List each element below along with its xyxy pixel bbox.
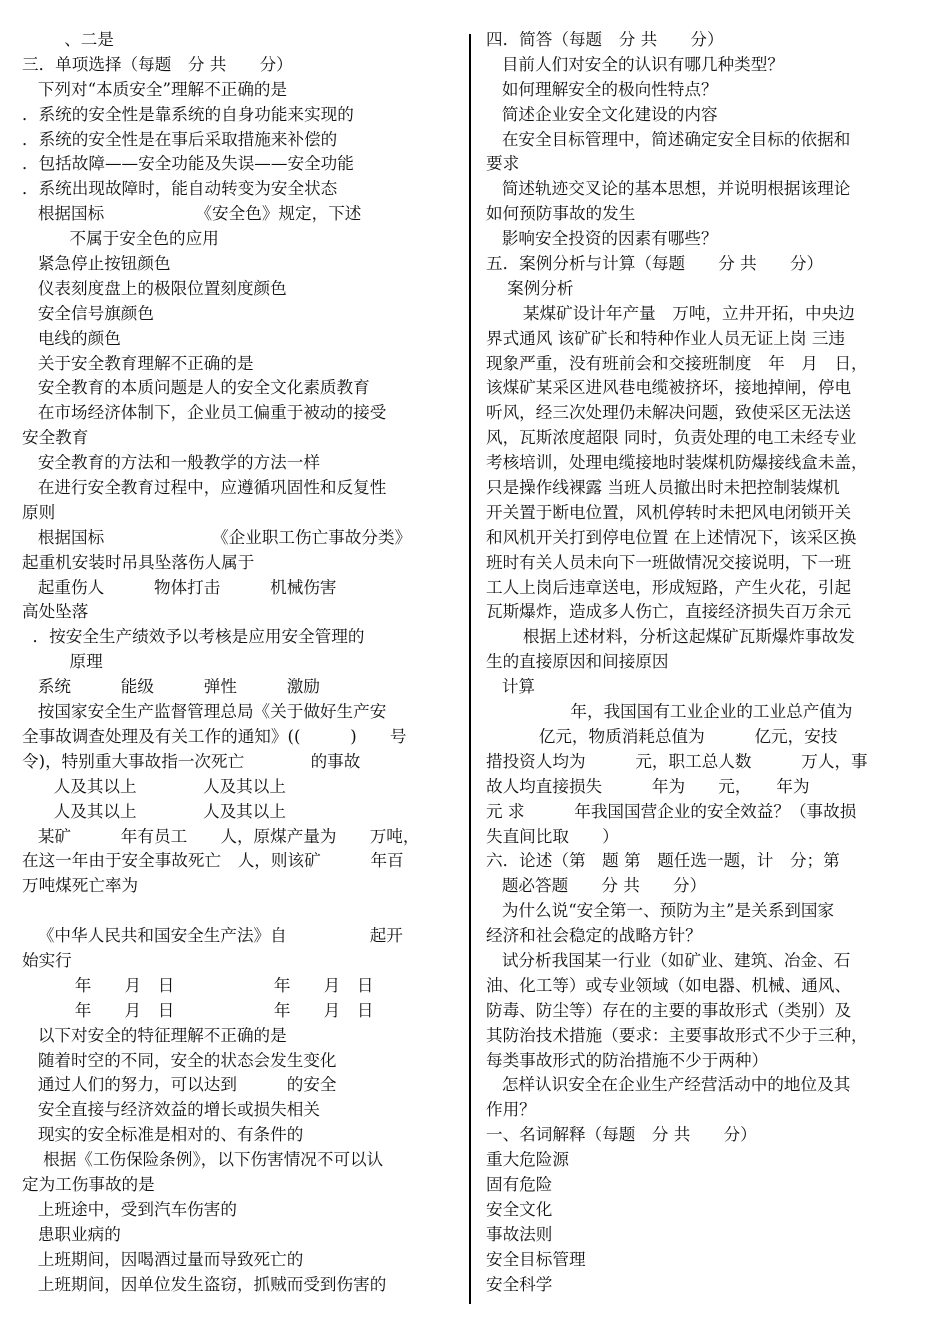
section-heading: 五．案例分析与计算（每题 分 共 分） bbox=[486, 254, 824, 274]
section-heading: 一、名词解释（每题 分 共 分） bbox=[486, 1125, 757, 1145]
text-line: 原则 bbox=[22, 502, 56, 522]
text-line: 不属于安全色的应用 bbox=[22, 229, 219, 249]
text-line: 元 求 年我国国营企业的安全效益？（事故损 bbox=[486, 801, 857, 821]
text-line: 年 月 日 年 月 日 bbox=[22, 975, 374, 995]
text-line: ．包括故障——安全功能及失误——安全功能 bbox=[22, 154, 354, 174]
text-line: 瓦斯爆炸，造成多人伤亡，直接经济损失百万余元 bbox=[486, 602, 852, 622]
text-line: 系统 能级 弹性 激励 bbox=[22, 677, 320, 697]
text-line: 试分析我国某一行业（如矿业、建筑、冶金、石 bbox=[486, 950, 851, 970]
text-line: 每类事故形式的防治措施不少于两种） bbox=[486, 1050, 769, 1070]
text-line: 安全教育的方法和一般教学的方法一样 bbox=[22, 453, 320, 473]
text-line: 年 月 日 年 月 日 bbox=[22, 1000, 374, 1020]
text-line: 根据国标 《企业职工伤亡事故分类》 bbox=[22, 527, 412, 547]
text-line: 原理 bbox=[22, 652, 103, 672]
text-line: 《中华人民共和国安全生产法》自 起开 bbox=[22, 926, 403, 946]
text-line: 年，我国国有工业企业的工业总产值为 bbox=[486, 702, 853, 722]
text-line: 如何理解安全的极向性特点？ bbox=[486, 79, 718, 99]
text-line: 起重伤人 物体打击 机械伤害 bbox=[22, 577, 337, 597]
text-line: ．系统的安全性是在事后采取措施来补偿的 bbox=[22, 129, 338, 149]
text-line: 定为工伤事故的是 bbox=[22, 1174, 155, 1194]
text-line: 影响安全投资的因素有哪些？ bbox=[486, 229, 718, 249]
text-line: 以下对安全的特征理解不正确的是 bbox=[22, 1025, 287, 1045]
text-line: 关于安全教育理解不正确的是 bbox=[22, 353, 254, 373]
text-line: 作用？ bbox=[486, 1100, 536, 1120]
text-line: 只是操作线裸露 当班人员撤出时未把控制装煤机 bbox=[486, 478, 840, 498]
text-line: 考核培训，处理电缆接地时装煤机防爆接线盒未盖， bbox=[486, 453, 868, 473]
term-item: 安全文化 bbox=[486, 1199, 553, 1219]
text-line: 安全信号旗颜色 bbox=[22, 303, 154, 323]
text-line: 听风，经三次处理仍未解决问题，致使采区无法送 bbox=[486, 403, 852, 423]
term-item: 安全目标管理 bbox=[486, 1249, 586, 1269]
text-line: 万吨煤死亡率为 bbox=[22, 876, 139, 896]
text-line: 开关置于断电位置，风机停转时未把风电闭锁开关 bbox=[486, 502, 852, 522]
text-line: 上班期间，因喝酒过量而导致死亡的 bbox=[22, 1249, 304, 1269]
text-line: 其防治技术措施（要求：主要事故形式不少于三种， bbox=[486, 1025, 868, 1045]
text-line: 安全教育 bbox=[22, 428, 89, 448]
text-line: 在市场经济体制下，企业员工偏重于被动的接受 bbox=[22, 403, 387, 423]
text-line: 在这一年由于安全事故死亡 人，则该矿 年百 bbox=[22, 851, 404, 871]
text-line: 故人均直接损失 年为 元， 年为 bbox=[486, 776, 810, 796]
text-line: 某煤矿设计年产量 万吨，立井开拓，中央边 bbox=[486, 303, 855, 323]
text-line: 下列对“本质安全”理解不正确的是 bbox=[22, 79, 288, 99]
text-line: 如何预防事故的发生 bbox=[486, 204, 636, 224]
text-line: 全事故调查处理及有关工作的通知》(( ) 号 bbox=[22, 726, 407, 746]
text-line: 通过人们的努力，可以达到 的安全 bbox=[22, 1075, 337, 1095]
text-line: 要求 bbox=[486, 154, 520, 174]
text-line: 计算 bbox=[486, 677, 536, 697]
text-line: 工人上岗后违章送电，形成短路，产生火花，引起 bbox=[486, 577, 852, 597]
text-line: 根据国标 《安全色》规定，下述 bbox=[22, 204, 362, 224]
text-line: 患职业病的 bbox=[22, 1224, 121, 1244]
text-line: 、二是 bbox=[22, 30, 114, 49]
text-line: 现象严重，没有班前会和交接班制度 年 月 日， bbox=[486, 353, 868, 373]
column-divider bbox=[469, 34, 471, 1304]
text-line: 简述轨迹交叉论的基本思想，并说明根据该理论 bbox=[486, 179, 851, 199]
text-line: 根据上述材料，分析这起煤矿瓦斯爆炸事故发 bbox=[486, 627, 855, 647]
text-line: 现实的安全标准是相对的、有条件的 bbox=[22, 1125, 304, 1145]
text-line: ．系统出现故障时，能自动转变为安全状态 bbox=[22, 179, 338, 199]
term-item: 事故法则 bbox=[486, 1224, 553, 1244]
text-line: 目前人们对安全的认识有哪几种类型？ bbox=[486, 54, 784, 74]
text-line: 界式通风 该矿矿长和特种作业人员无证上岗 三违 bbox=[486, 328, 846, 348]
text-line: 题必答题 分 共 分） bbox=[486, 876, 707, 896]
text-line: 为什么说“安全第一、预防为主”是关系到国家 bbox=[486, 901, 835, 921]
text-line: 班时有关人员未向下一班做情况交接说明，下一班 bbox=[486, 552, 852, 572]
text-line: 紧急停止按钮颜色 bbox=[22, 254, 171, 274]
text-line: ．按安全生产绩效予以考核是应用安全管理的 bbox=[22, 627, 365, 647]
right-column bbox=[486, 28, 922, 1297]
section-heading: 三．单项选择（每题 分 共 分） bbox=[22, 54, 293, 74]
text-line: 高处坠落 bbox=[22, 602, 89, 622]
text-line: 经济和社会稳定的战略方针？ bbox=[486, 926, 702, 946]
text-line: 某矿 年有员工 人，原煤产量为 万吨， bbox=[22, 826, 420, 846]
text-line: 按国家安全生产监督管理总局《关于做好生产安 bbox=[22, 702, 387, 722]
text-line: 生的直接原因和间接原因 bbox=[486, 652, 669, 672]
text-line: 失直间比取 ） bbox=[486, 826, 619, 846]
text-line: 仪表刻度盘上的极限位置刻度颜色 bbox=[22, 278, 287, 298]
left-column bbox=[22, 28, 458, 1297]
text-line: 安全直接与经济效益的增长或损失相关 bbox=[22, 1100, 320, 1120]
text-line: 在进行安全教育过程中，应遵循巩固性和反复性 bbox=[22, 478, 387, 498]
text-line: 起重机安装时吊具坠落伤人属于 bbox=[22, 552, 255, 572]
text-line: 上班途中，受到汽车伤害的 bbox=[22, 1199, 237, 1219]
text-line: ．系统的安全性是靠系统的自身功能来实现的 bbox=[22, 104, 354, 124]
text-line: 人及其以上 人及其以上 bbox=[22, 776, 286, 796]
text-line: 始实行 bbox=[22, 950, 72, 970]
text-line: 令)，特别重大事故指一次死亡 的事故 bbox=[22, 751, 361, 771]
text-line: 根据《工伤保险条例》，以下伤害情况不可以认 bbox=[22, 1150, 384, 1170]
term-item: 安全科学 bbox=[486, 1274, 553, 1294]
text-line: 在安全目标管理中，简述确定安全目标的依据和 bbox=[486, 129, 851, 149]
text-line: 上班期间，因单位发生盗窃，抓贼而受到伤害的 bbox=[22, 1274, 387, 1294]
text-line bbox=[22, 899, 458, 924]
text-line: 和风机开关打到停电位置 在上述情况下，该采区换 bbox=[486, 527, 857, 547]
text-line: 人及其以上 人及其以上 bbox=[22, 801, 286, 821]
text-line: 措投资人均为 元，职工总人数 万人，事 bbox=[486, 751, 868, 771]
section-heading: 四．简答（每题 分 共 分） bbox=[486, 30, 724, 49]
text-line: 该煤矿某采区进风巷电缆被挤坏，接地掉闸，停电 bbox=[486, 378, 852, 398]
text-line: 案例分析 bbox=[486, 278, 574, 298]
text-line: 安全教育的本质问题是人的安全文化素质教育 bbox=[22, 378, 370, 398]
text-line: 亿元，物质消耗总值为 亿元，安技 bbox=[486, 726, 838, 746]
text-line: 随着时空的不同，安全的状态会发生变化 bbox=[22, 1050, 337, 1070]
term-item: 重大危险源 bbox=[486, 1150, 569, 1170]
text-line: 简述企业安全文化建设的内容 bbox=[486, 104, 718, 124]
text-line: 怎样认识安全在企业生产经营活动中的地位及其 bbox=[486, 1075, 851, 1095]
section-heading: 六．论述（第 题 第 题任选一题，计 分；第 bbox=[486, 851, 840, 871]
text-line: 电线的颜色 bbox=[22, 328, 121, 348]
text-line: 油、化工等）或专业领域（如电器、机械、通风、 bbox=[486, 975, 852, 995]
text-line: 风，瓦斯浓度超限 同时，负责处理的电工未经专业 bbox=[486, 428, 857, 448]
text-line: 防毒、防尘等）存在的主要的事故形式（类别）及 bbox=[486, 1000, 852, 1020]
term-item: 固有危险 bbox=[486, 1174, 553, 1194]
